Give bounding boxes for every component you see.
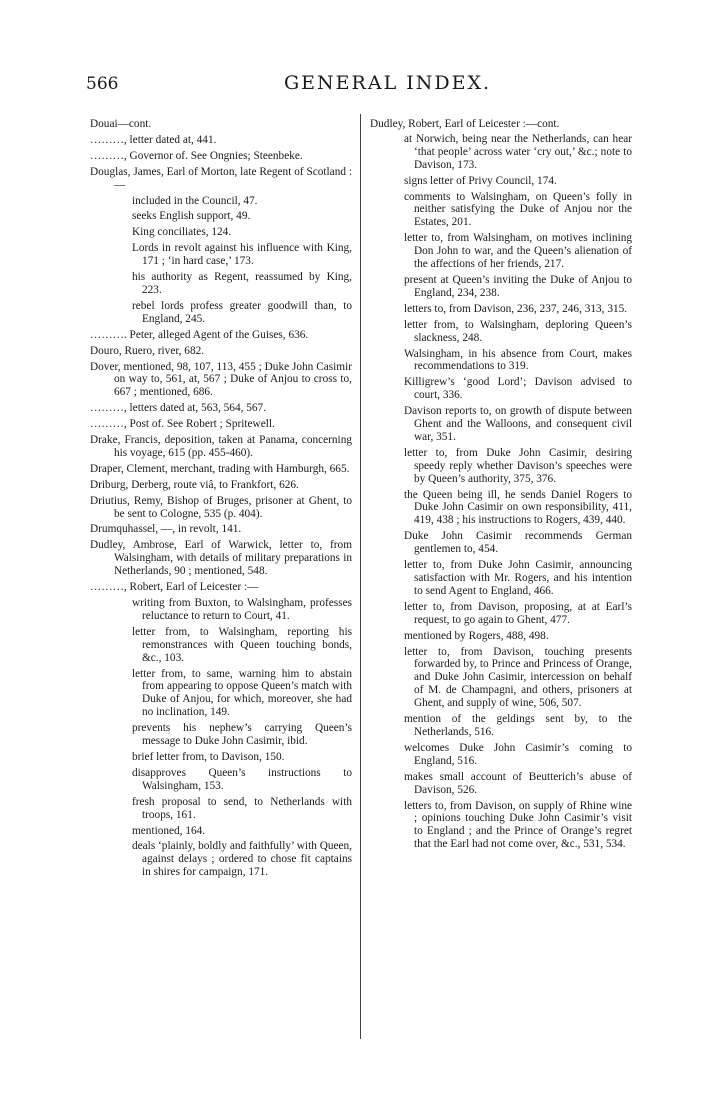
- index-subentry: letters to, from Davison, 236, 237, 246, 313, 315.: [404, 302, 628, 315]
- index-subentry: welcomes Duke John Casimir’s coming to England, 516.: [404, 741, 632, 767]
- index-subentry: his authority as Regent, reassumed by King, 223.: [132, 271, 352, 296]
- index-subentry: letter to, from Davison, touching presents forwarded by, to Prince and Princess of Orange, and Duke John Casimir, intercession on behalf of M. de Champagni, and others, prisoners at Ghent, and supply of wine, 506, 507.: [404, 645, 632, 710]
- index-entry: ………, Governor of. See Ongnies; Steenbeke.: [90, 149, 303, 162]
- index-subentry: letter to, from Davison, proposing, at at Earl’s request, to go again to Ghent, 477.: [404, 600, 632, 626]
- index-entry: Dudley, Ambrose, Earl of Warwick, letter to, from Walsingham, with details of military preparations in Netherlands, 90 ; mentioned, 548.: [90, 539, 352, 578]
- index-entry: Drake, Francis, deposition, taken at Panama, concerning his voyage, 615 (pp. 455-460).: [90, 434, 352, 459]
- index-entry: Drumquhassel, —, in revolt, 141.: [90, 523, 242, 536]
- index-subentry: brief letter from, to Davison, 150.: [132, 750, 285, 763]
- index-subentry: comments to Walsingham, on Queen’s folly in neither satisfying the Duke of Anjou nor the Estates, 201.: [404, 190, 632, 229]
- right-column-heading: Dudley, Robert, Earl of Leicester :—cont.: [370, 118, 560, 130]
- index-subentry: King conciliates, 124.: [132, 226, 232, 239]
- index-subentry: mentioned, 164.: [132, 824, 206, 837]
- index-subentry: letter from, to Walsingham, deploring Queen’s slackness, 248.: [404, 318, 632, 344]
- index-subentry: Killigrew’s ‘good Lord’; Davison advised to court, 336.: [404, 376, 632, 402]
- index-subentry: letter to, from Walsingham, on motives inclining Don John to war, and the Queen’s alienation of the affections of her friends, 217.: [404, 232, 632, 271]
- index-entry: Douglas, James, Earl of Morton, late Regent of Scotland :—: [90, 165, 352, 191]
- index-subentry: writing from Buxton, to Walsingham, professes reluctance to return to Court, 41.: [132, 597, 352, 622]
- page-number: 566: [86, 74, 119, 94]
- index-subentry: disapproves Queen’s instructions to Walsingham, 153.: [132, 766, 352, 792]
- index-subentry: letter from, to same, warning him to abstain from appearing to oppose Queen’s match with Duke of Anjou, for which, moreover, she had no inclination, 149.: [132, 667, 352, 719]
- index-subentry: letter to, from Duke John Casimir, desiring speedy reply whether Davison’s speeches were by Queen’s authority, 375, 376.: [404, 446, 632, 485]
- index-subentry: Duke John Casimir recommends German gentlemen to, 454.: [404, 530, 632, 556]
- index-subentry: rebel lords profess greater goodwill than, to England, 245.: [132, 299, 352, 325]
- index-subentry: Lords in revolt against his influence with King, 171 ; ‘in hard case,’ 173.: [132, 242, 352, 268]
- index-subentry: seeks English support, 49.: [132, 210, 251, 223]
- index-entry: ………. Peter, alleged Agent of the Guises, 636.: [90, 328, 309, 341]
- index-entry: Driburg, Derberg, route viâ, to Frankfort, 626.: [90, 478, 299, 491]
- left-column: [90, 118, 352, 882]
- index-subentry: letters to, from Davison, on supply of Rhine wine ; opinions touching Duke John Casimir’s visit to England ; and the Prince of Orange’s regret that the Earl had not come over, &c., 531, 534.: [404, 799, 632, 851]
- index-subentry: prevents his nephew’s carrying Queen’s message to Duke John Casimir, ibid.: [132, 722, 352, 748]
- index-entry: ………, Post of. See Robert ; Spritewell.: [90, 418, 275, 431]
- index-subentry: Davison reports to, on growth of dispute between Ghent and the Walloons, and consequent civil war, 351.: [404, 405, 632, 443]
- index-entry: ………, letter dated at, 441.: [90, 133, 217, 146]
- index-subentry: signs letter of Privy Council, 174.: [404, 174, 557, 187]
- index-entry: Driutius, Remy, Bishop of Bruges, prisoner at Ghent, to be sent to Cologne, 535 (p. 404).: [90, 494, 352, 520]
- column-divider: [360, 114, 361, 1039]
- index-subentry: fresh proposal to send, to Netherlands with troops, 161.: [132, 795, 352, 821]
- index-entry: Draper, Clement, merchant, trading with Hamburgh, 665.: [90, 462, 350, 475]
- index-subentry: deals ‘plainly, boldly and faithfully’ with Queen, against delays ; ordered to chose fit captains in shires for campaign, 171.: [132, 840, 352, 879]
- index-subentry: letter to, from Duke John Casimir, announcing satisfaction with Mr. Rogers, and his intention to send Agent to England, 466.: [404, 559, 632, 597]
- index-subentry: included in the Council, 47.: [132, 194, 258, 207]
- index-entry: ………, Robert, Earl of Leicester :—: [90, 581, 259, 594]
- index-subentry: mentioned by Rogers, 488, 498.: [404, 629, 549, 642]
- index-entry: Dover, mentioned, 98, 107, 113, 455 ; Duke John Casimir on way to, 561, at, 567 ; Duke of Anjou to cross to, 667 ; mentioned, 686.: [90, 360, 352, 399]
- index-subentry: at Norwich, being near the Netherlands, can hear ‘that people’ across water ‘cry out,’ &c.; note to Davison, 173.: [404, 132, 632, 171]
- index-subentry: letter from, to Walsingham, reporting his remonstrances with Queen touching bonds, &c., 103.: [132, 625, 352, 664]
- index-subentry: makes small account of Beutterich’s abuse of Davison, 526.: [404, 770, 632, 796]
- index-subentry: Walsingham, in his absence from Court, makes recommendations to 319.: [404, 347, 632, 373]
- right-column: [370, 118, 632, 854]
- right-column-items: [370, 133, 632, 851]
- page-title: GENERAL INDEX.: [284, 72, 492, 94]
- index-entry: Douai—cont.: [90, 118, 152, 130]
- index-subentry: present at Queen’s inviting the Duke of Anjou to England, 234, 238.: [404, 273, 632, 299]
- index-subentry: the Queen being ill, he sends Daniel Rogers to Duke John Casimir on own responsibility, 411, 419, 438 ; his instructions to Rogers, 439, 440.: [404, 488, 632, 527]
- index-entry: Douro, Ruero, river, 682.: [90, 344, 205, 357]
- index-subentry: mention of the geldings sent by, to the Netherlands, 516.: [404, 713, 632, 738]
- index-entry: ………, letters dated at, 563, 564, 567.: [90, 402, 267, 415]
